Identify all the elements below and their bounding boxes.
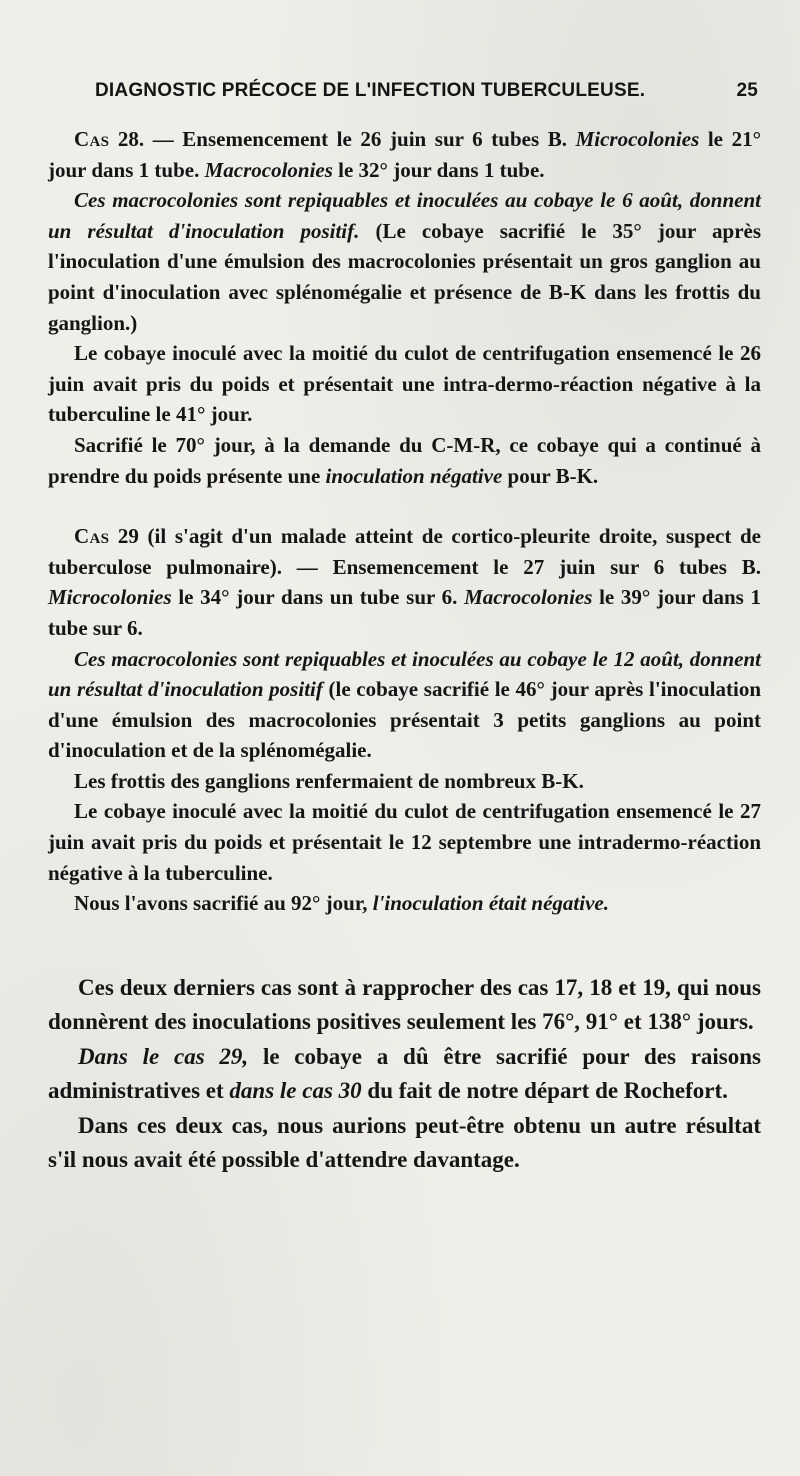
running-title: DIAGNOSTIC PRÉCOCE DE L'INFECTION TUBERCULEUSE. (95, 80, 646, 101)
case-28 (48, 124, 761, 491)
conclusion (48, 971, 761, 1178)
page-number: 25 (736, 80, 758, 101)
case-29-intro: Cas 29 (il s'agit d'un malade atteint de cortico-pleurite droite, suspect de tuberculose pulmonaire). — Ensemencement le 27 juin sur 6 tubes B. Microcolonies le 34° jour dans un tube sur 6. Macrocolonies le 39° jour dans 1 tube sur 6. (48, 524, 761, 640)
case-label: Cas (74, 524, 110, 549)
case-29-smears: Les frottis des ganglions renfermaient de nombreux B-K. (74, 768, 584, 793)
case-29-control: Le cobaye inoculé avec la moitié du culot de centrifugation ensemencé le 27 juin avait pris du poids et présentait le 12 septembre une intradermo-réaction négative à la tuberculine. (48, 799, 761, 885)
case-29-result: Ces macrocolonies sont repiquables et inoculées au cobaye le 12 août, donnent un résultat d'inoculation positif (le cobaye sacrifié le 46° jour après l'inoculation d'une émulsion des macrocolonies présentait 3 petits ganglions au point d'inoculation et de la splénomégalie. (48, 646, 762, 763)
conclusion-comparison: Ces deux derniers cas sont à rapprocher des cas 17, 18 et 19, qui nous donnèrent des inoculations positives seulement les 76°, 91° et 138° jours. (48, 974, 761, 1035)
conclusion-final: Dans ces deux cas, nous aurions peut-être obtenu un autre résultat s'il nous avait été possible d'attendre davantage. (48, 1112, 761, 1173)
conclusion-explanation: Dans le cas 29, le cobaye a dû être sacrifié pour des raisons administratives et dans le cas 30 du fait de notre départ de Rochefort. (48, 1043, 761, 1104)
main-text (48, 124, 761, 1178)
running-header (95, 80, 758, 110)
case-28-intro: Cas 28. — Ensemencement le 26 juin sur 6 tubes B. Microcolonies le 21° jour dans 1 tube. Macrocolonies le 32° jour dans 1 tube. (48, 127, 761, 182)
case-28-sacrifice: Sacrifié le 70° jour, à la demande du C-M-R, ce cobaye qui a continué à prendre du poids présente une inoculation négative pour B-K. (48, 432, 761, 488)
case-29 (48, 521, 761, 919)
case-28-result: Ces macrocolonies sont repiquables et inoculées au cobaye le 6 août, donnent un résultat d'inoculation positif. (Le cobaye sacrifié le 35° jour après l'inoculation d'une émulsion des macrocolonies présentait un gros ganglion au point d'inoculation avec splénomégalie et présence de B-K dans les frottis du ganglion.) (48, 188, 762, 335)
case-29-sacrifice: Nous l'avons sacrifié au 92° jour, l'inoculation était négative. (74, 891, 609, 916)
case-28-control: Le cobaye inoculé avec la moitié du culot de centrifugation ensemencé le 26 juin avait pris du poids et présentait une intra-dermo-réaction négative à la tuberculine le 41° jour. (48, 341, 761, 427)
case-label: Cas (74, 127, 110, 151)
